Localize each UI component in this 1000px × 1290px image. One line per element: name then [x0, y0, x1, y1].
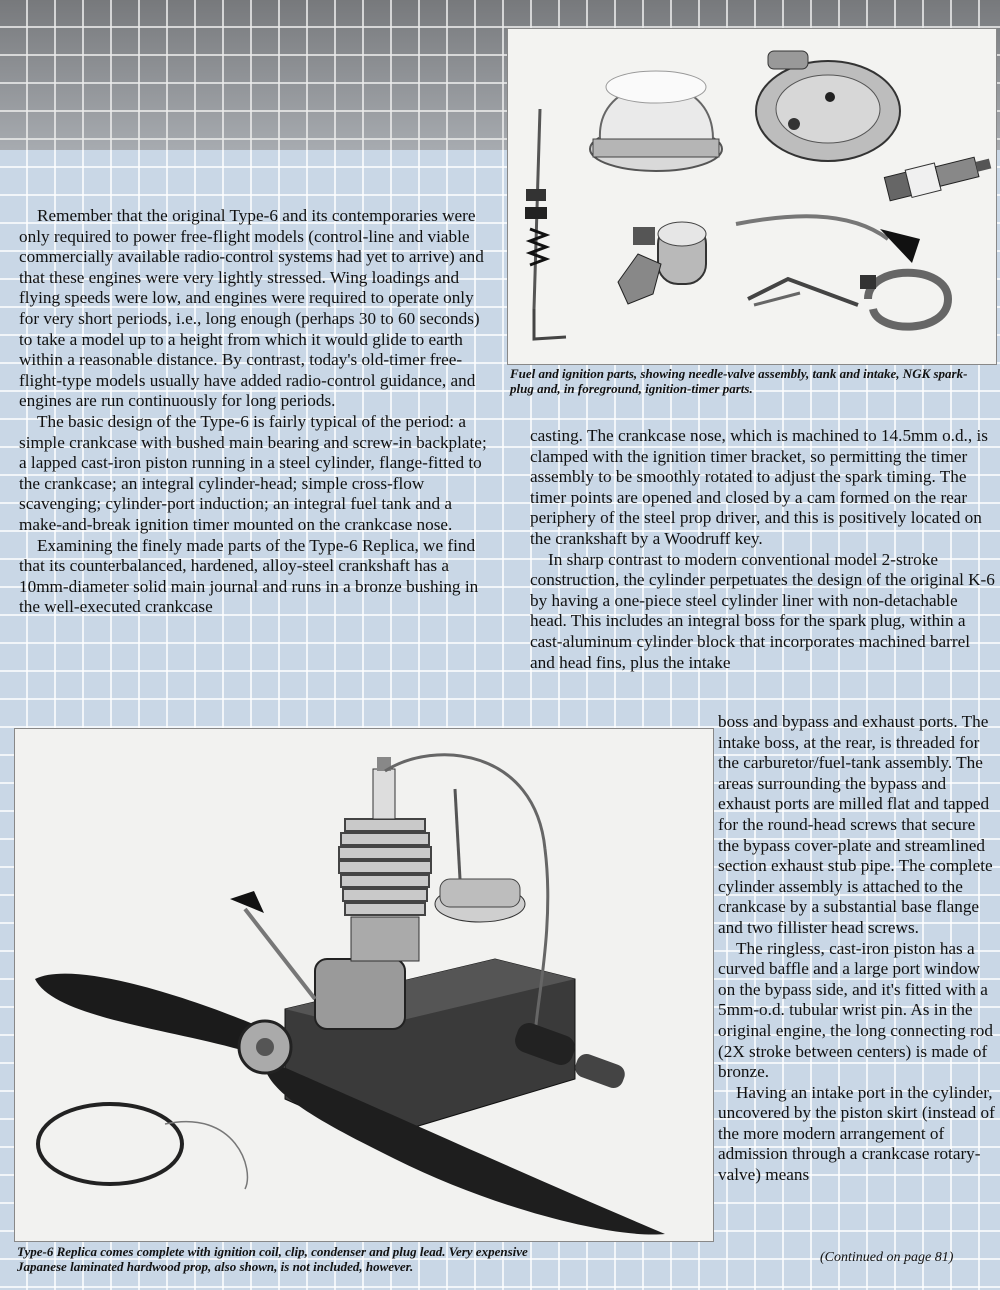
paragraph: Remember that the original Type-6 and its contemporaries were only required to power free-flight models (control-line and viable commercially available radio-control systems had yet to arrive) and that these engines were very lightly stressed. Wing loadings and flying speeds were low, and engines were required to operate only for very short periods, i.e., long enough (perhaps 30 to 60 seconds) to take a model up to a height from which it would glide to earth within a reasonable distance. By contrast, today's old-timer free-flight-type models usually have added radio-control guidance, and engines are run continuously for long periods. — [19, 206, 484, 411]
photo-top-caption: Fuel and ignition parts, showing needle-valve assembly, tank and intake, NGK spark-plug and, in foreground, ignition-timer parts. — [510, 366, 968, 396]
engine-illustration — [15, 729, 713, 1241]
paragraph: The ringless, cast-iron piston has a curved baffle and a large port window on the bypass side, and it's fitted with a 5mm-o.d. tubular wrist pin. As in the original engine, the long connecting rod (2X stroke between centers) is made of bronze. — [718, 938, 993, 1082]
paragraph: Having an intake port in the cylinder, uncovered by the piston skirt (instead of the more modern arrangement of admission through a crankcase rotary-valve) means — [718, 1082, 995, 1185]
photo-fuel-ignition-parts — [507, 28, 997, 365]
continued-note: (Continued on page 81) — [820, 1250, 954, 1265]
paragraph: In sharp contrast to modern conventional model 2-stroke construction, the cylinder perpetuates the design of the original K-6 by having a one-piece steel cylinder liner with non-detachable head. This includes an integral boss for the spark plug, within a cast-aluminum cylinder block that incorporates machined barrel and head fins, plus the intake — [530, 549, 995, 672]
photo-bottom-caption — [17, 1244, 717, 1274]
paragraph: casting. The crankcase nose, which is machined to 14.5mm o.d., is clamped with the ignition timer bracket, so permitting the timer assembly to be smoothly rotated to adjust the spark timing. The timer points are opened and closed by a cam formed on the rear periphery of the steel prop driver, and this is positively located on the crankshaft by a Woodruff key. — [530, 426, 988, 548]
parts-illustration — [508, 29, 996, 364]
paragraph: Examining the finely made parts of the Type-6 Replica, we find that its counterbalanced, hardened, alloy-steel crankshaft has a 10mm-diameter solid main journal and runs in a bronze bushing in the well-executed crankcase — [19, 535, 479, 617]
caption-line: Japanese laminated hardwood prop, also shown, is not included, however. — [17, 1259, 414, 1274]
narrow-column-text — [718, 712, 998, 1186]
paragraph: The basic design of the Type-6 is fairly typical of the period: a simple crankcase with bushed main bearing and screw-in backplate; a lapped cast-iron piston running in a steel cylinder, flange-fitted to the crankcase; an integral cylinder-head; simple cross-flow scavenging; cylinder-port induction; an integral fuel tank and a make-and-break ignition timer mounted on the crankcase nose. — [19, 411, 487, 534]
photo-engine-propeller — [14, 728, 714, 1242]
right-column-text — [530, 426, 996, 673]
left-column-text — [19, 206, 495, 618]
paragraph: boss and bypass and exhaust ports. The intake boss, at the rear, is threaded for the carburetor/fuel-tank assembly. The areas surrounding the bypass and exhaust ports are milled flat and tapped for the round-head screws that secure the bypass cover-plate and streamlined section exhaust stub pipe. The complete cylinder assembly is attached to the crankcase by a substantial base flange and two fillister head screws. — [718, 712, 993, 937]
caption-line: Type-6 Replica comes complete with ignition coil, clip, condenser and plug lead. Very expensive — [17, 1244, 528, 1259]
